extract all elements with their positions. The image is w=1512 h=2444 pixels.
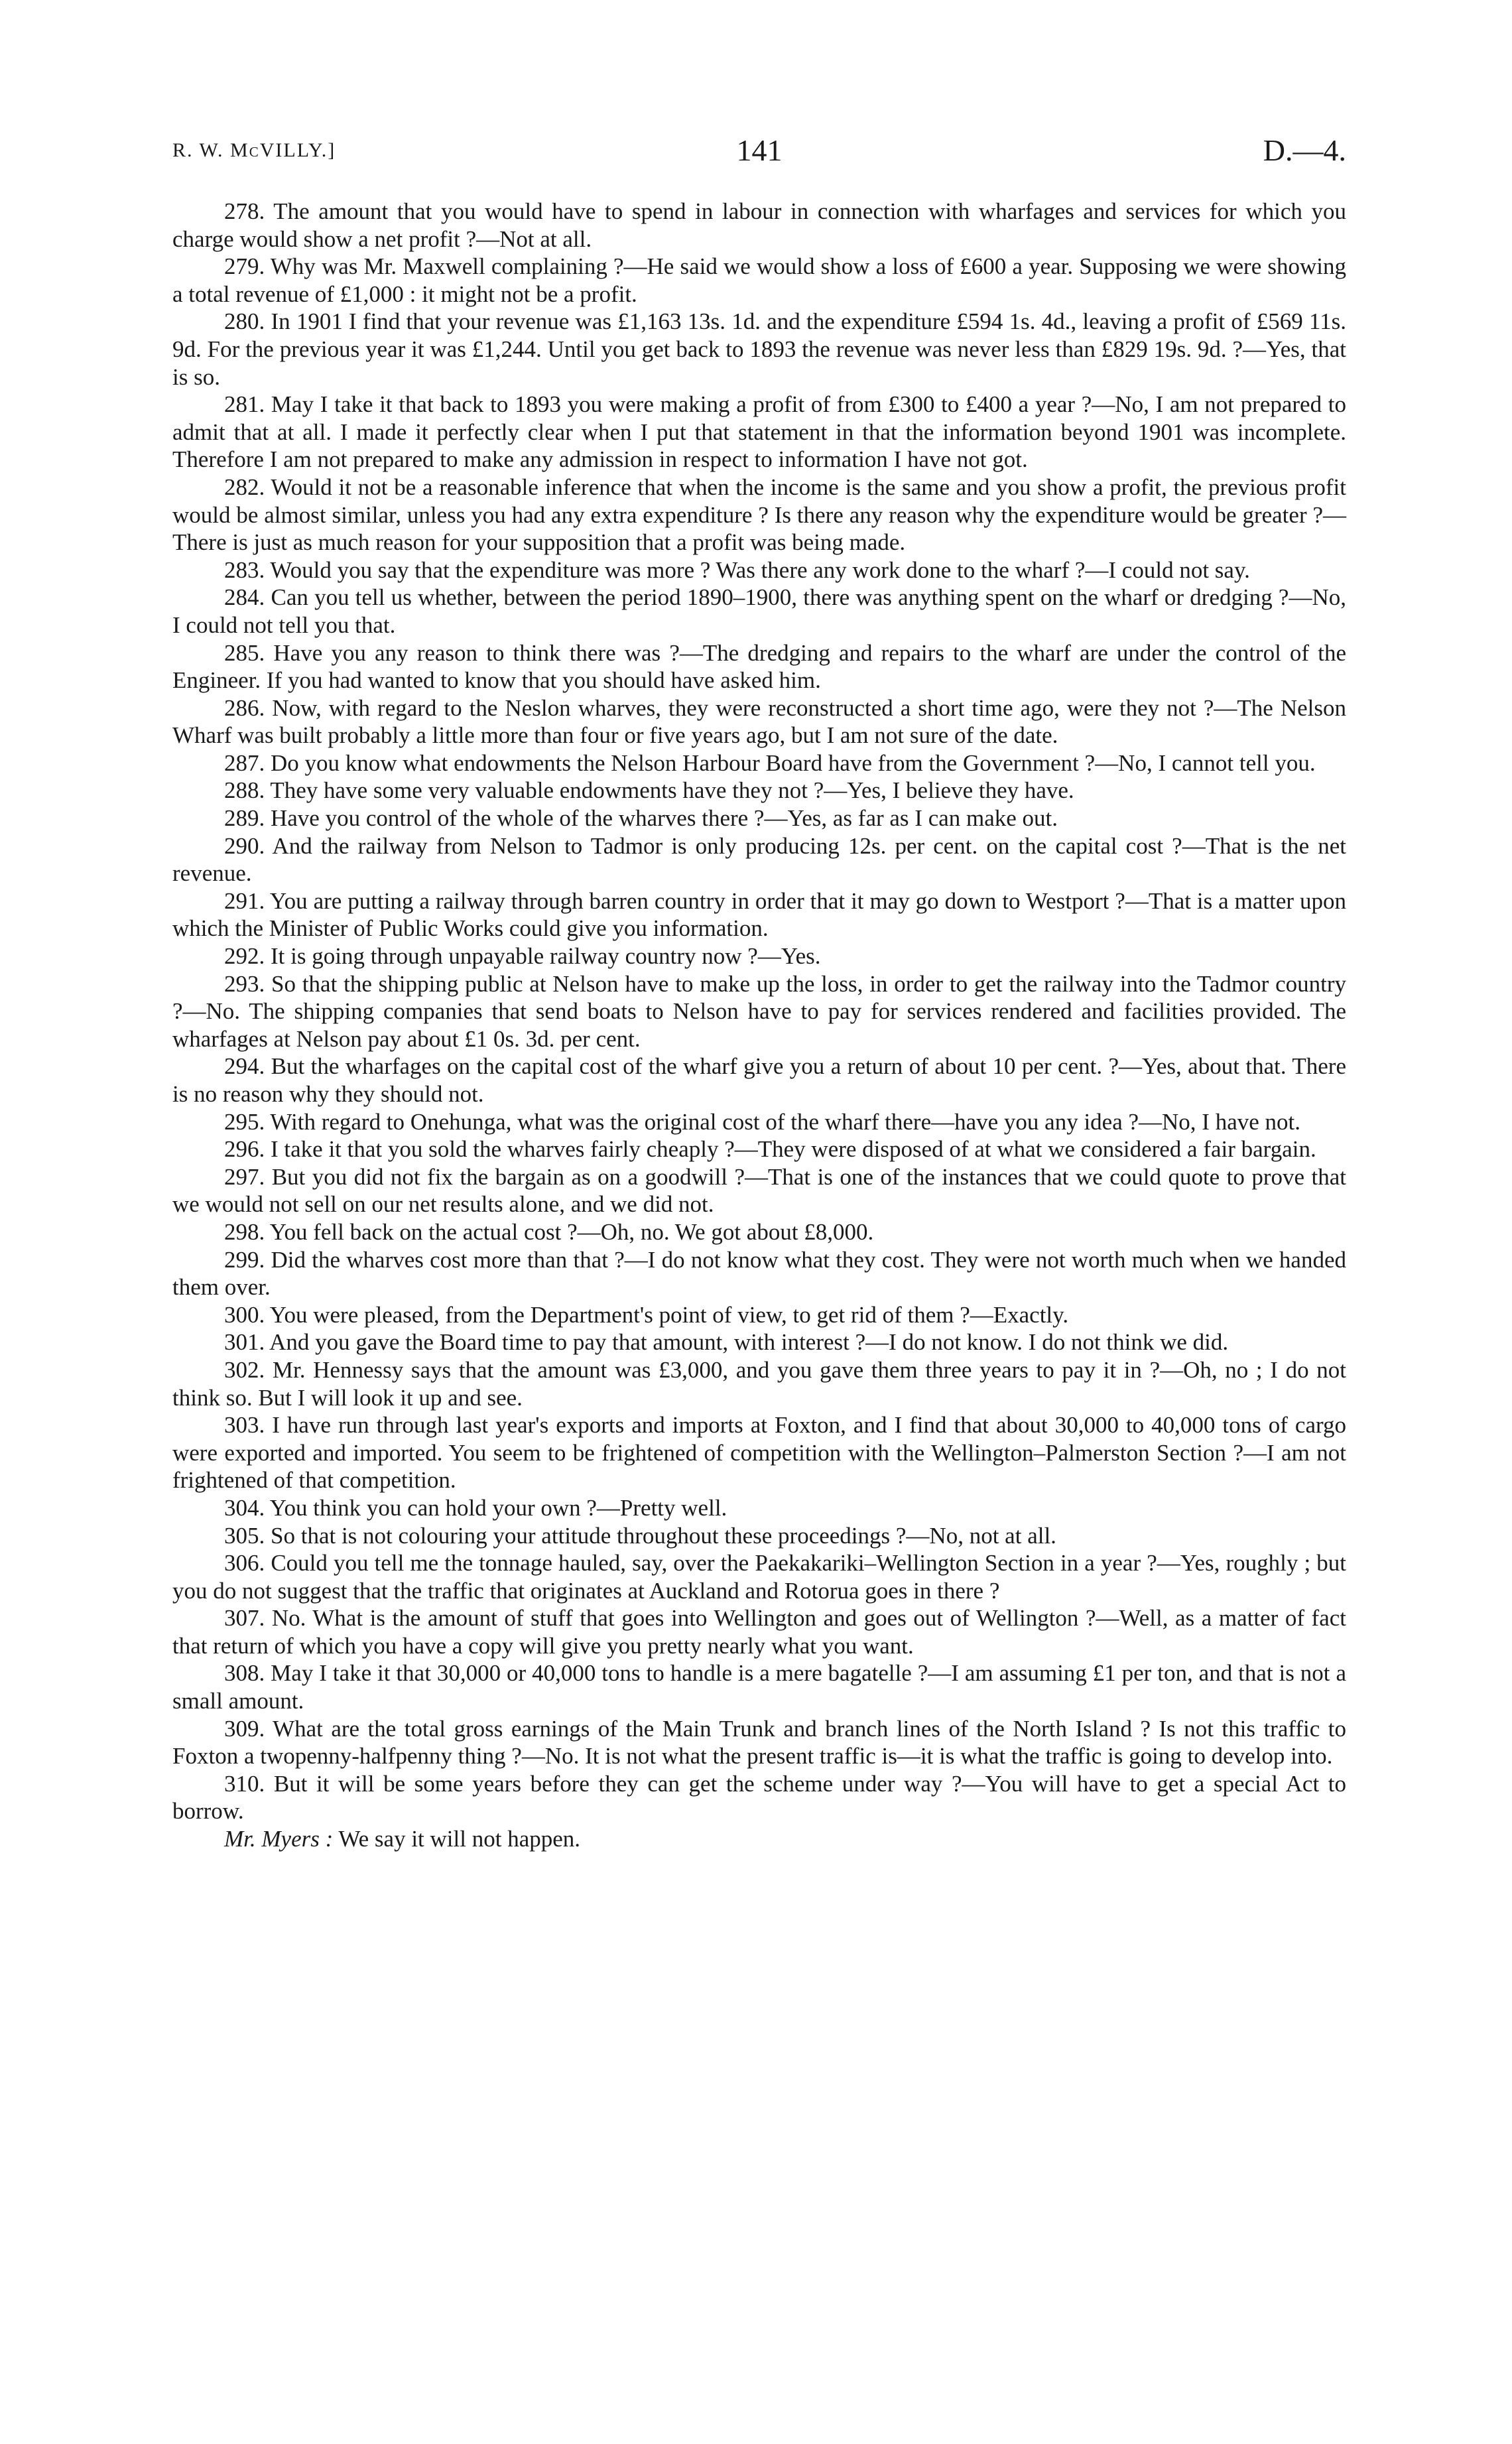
testimony-paragraph: 307. No. What is the amount of stuff that goes into Wellington and goes out of Wellington ?—Well, as a matter of fact that return of which you have a copy will give you pretty nearly what you want. bbox=[172, 1605, 1346, 1659]
testimony-body bbox=[172, 198, 1346, 1853]
testimony-paragraph: 278. The amount that you would have to spend in labour in connection with wharfages and services for which you charge would show a net profit ?—Not at all. bbox=[172, 198, 1346, 252]
testimony-paragraph: 308. May I take it that 30,000 or 40,000 tons to handle is a mere bagatelle ?—I am assuming £1 per ton, and that is not a small amount. bbox=[172, 1660, 1346, 1714]
testimony-paragraph: 282. Would it not be a reasonable inference that when the income is the same and you show a profit, the previous profit would be almost similar, unless you had any extra expenditure ? Is there any reason why the expenditure would be greater ?—There is just as much reason for your supposition that a profit was being made. bbox=[172, 474, 1346, 556]
testimony-paragraph: 306. Could you tell me the tonnage hauled, say, over the Paekakariki–Wellington Section in a year ?—Yes, roughly ; but you do not suggest that the traffic that originates at Auckland and Rotorua goes in there ? bbox=[172, 1550, 1346, 1604]
testimony-paragraph: 280. In 1901 I find that your revenue was £1,163 13s. 1d. and the expenditure £594 1s. 4d., leaving a profit of £569 11s. 9d. For the previous year it was £1,244. Until you get back to 1893 the revenue was never less than £829 19s. 9d. ?—Yes, that is so. bbox=[172, 308, 1346, 390]
closing-remark-text: We say it will not happen. bbox=[338, 1826, 581, 1852]
testimony-paragraph: 293. So that the shipping public at Nelson have to make up the loss, in order to get the railway into the Tadmor country ?—No. The shipping companies that send boats to Nelson have to pay for services rendered and facilities provided. The wharfages at Nelson pay about £1 0s. 3d. per cent. bbox=[172, 970, 1346, 1052]
testimony-paragraph: 305. So that is not colouring your attitude throughout these proceedings ?—No, not at all. bbox=[224, 1522, 1056, 1549]
testimony-paragraph: 309. What are the total gross earnings of the Main Trunk and branch lines of the North Island ? Is not this traffic to Foxton a twopenny-halfpenny thing ?—No. It is not what the present traffic is—it is what the traffic is going to develop into. bbox=[172, 1715, 1346, 1769]
testimony-paragraph: 283. Would you say that the expenditure was more ? Was there any work done to the wharf ?—I could not say. bbox=[224, 556, 1250, 583]
testimony-paragraph: 281. May I take it that back to 1893 you were making a profit of from £300 to £400 a year ?—No, I am not prepared to admit that at all. I made it perfectly clear when I put that statement in that the information beyond 1901 was incomplete. Therefore I am not prepared to make any admission in respect to information I have not got. bbox=[172, 391, 1346, 473]
testimony-paragraph: 288. They have some very valuable endowments have they not ?—Yes, I believe they have. bbox=[224, 777, 1074, 804]
testimony-paragraph: 296. I take it that you sold the wharves fairly cheaply ?—They were disposed of at what we considered a fair bargain. bbox=[224, 1136, 1316, 1163]
testimony-paragraph: 291. You are putting a railway through barren country in order that it may go down to Westport ?—That is a matter upon which the Minister of Public Works could give you information. bbox=[172, 887, 1346, 942]
testimony-paragraph: 286. Now, with regard to the Neslon wharves, they were reconstructed a short time ago, were they not ?—The Nelson Wharf was built probably a little more than four or five years ago, but I am not sure of the date. bbox=[172, 694, 1346, 749]
closing-remark bbox=[172, 1825, 1346, 1853]
testimony-paragraph: 290. And the railway from Nelson to Tadmor is only producing 12s. per cent. on the capital cost ?—That is the net revenue. bbox=[172, 832, 1346, 887]
testimony-paragraph: 310. But it will be some years before they can get the scheme under way ?—You will have to get a special Act to borrow. bbox=[172, 1770, 1346, 1825]
speaker-name: Mr. Myers : bbox=[224, 1826, 334, 1852]
running-header bbox=[172, 133, 1346, 179]
testimony-paragraph: 289. Have you control of the whole of the wharves there ?—Yes, as far as I can make out. bbox=[224, 805, 1058, 832]
testimony-paragraph: 279. Why was Mr. Maxwell complaining ?—He said we would show a loss of £600 a year. Supposing we were showing a total revenue of £1,000 : it might not be a profit. bbox=[172, 253, 1346, 307]
testimony-paragraph: 287. Do you know what endowments the Nelson Harbour Board have from the Government ?—No, I cannot tell you. bbox=[224, 749, 1316, 776]
testimony-paragraph: 294. But the wharfages on the capital cost of the wharf give you a return of about 10 per cent. ?—Yes, about that. There is no reason why they should not. bbox=[172, 1053, 1346, 1107]
testimony-paragraph: 301. And you gave the Board time to pay that amount, with interest ?—I do not know. I do not think we did. bbox=[224, 1329, 1229, 1356]
testimony-paragraph: 299. Did the wharves cost more than that ?—I do not know what they cost. They were not worth much when we handed them over. bbox=[172, 1246, 1346, 1301]
document-reference: D.—4. bbox=[1263, 133, 1346, 167]
testimony-paragraph: 300. You were pleased, from the Department's point of view, to get rid of them ?—Exactly. bbox=[224, 1301, 1069, 1328]
testimony-paragraph: 297. But you did not fix the bargain as on a goodwill ?—That is one of the instances that we could quote to prove that we would not sell on our net results alone, and we did not. bbox=[172, 1163, 1346, 1218]
witness-name: R. W. McVILLY.] bbox=[172, 139, 336, 161]
page-number: 141 bbox=[736, 133, 783, 167]
testimony-paragraph: 302. Mr. Hennessy says that the amount was £3,000, and you gave them three years to pay it in ?—Oh, no ; I do not think so. But I will look it up and see. bbox=[172, 1356, 1346, 1411]
testimony-paragraph: 295. With regard to Onehunga, what was the original cost of the wharf there—have you any idea ?—No, I have not. bbox=[224, 1108, 1301, 1135]
testimony-paragraph: 292. It is going through unpayable railway country now ?—Yes. bbox=[224, 943, 821, 970]
testimony-paragraph: 284. Can you tell us whether, between the period 1890–1900, there was anything spent on the wharf or dredging ?—No, I could not tell you that. bbox=[172, 584, 1346, 638]
testimony-paragraph: 304. You think you can hold your own ?—Pretty well. bbox=[224, 1494, 727, 1521]
testimony-paragraph: 285. Have you any reason to think there was ?—The dredging and repairs to the wharf are under the control of the Engineer. If you had wanted to know that you should have asked him. bbox=[172, 639, 1346, 694]
testimony-paragraph: 298. You fell back on the actual cost ?—Oh, no. We got about £8,000. bbox=[224, 1218, 874, 1245]
testimony-paragraph: 303. I have run through last year's exports and imports at Foxton, and I find that about 30,000 to 40,000 tons of cargo were exported and imported. You seem to be frightened of competition with the Wellington–Palmerston Section ?—I am not frightened of that competition. bbox=[172, 1412, 1346, 1494]
document-page bbox=[172, 133, 1346, 1853]
